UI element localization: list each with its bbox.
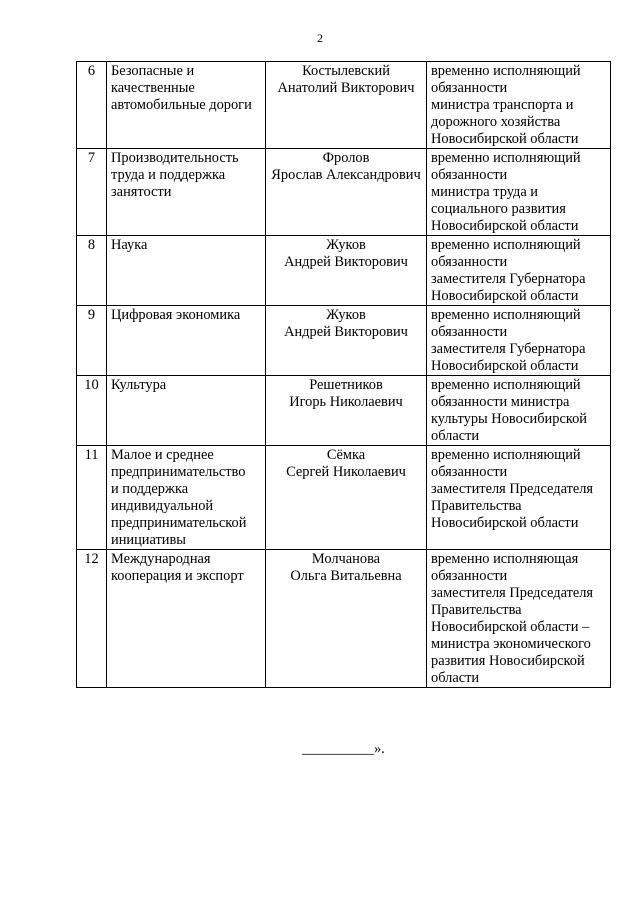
position-title-line: обязанности xyxy=(431,80,508,96)
responsible-persons-table xyxy=(76,61,611,688)
person-name-line: Андрей Викторович xyxy=(284,324,408,340)
position-title-line: Новосибирской области – xyxy=(431,619,590,635)
position-title xyxy=(427,550,611,688)
position-title xyxy=(427,149,611,236)
position-title-line: заместителя Губернатора xyxy=(431,341,586,357)
row-number: 9 xyxy=(77,306,107,376)
position-title-line: временно исполняющая xyxy=(431,551,579,567)
position-title-line: обязанности xyxy=(431,167,508,183)
position-title-line: Новосибирской области xyxy=(431,358,579,374)
person-name xyxy=(266,446,427,550)
position-title-line: министра транспорта и xyxy=(431,97,574,113)
position-title-line: заместителя Председателя xyxy=(431,481,594,497)
position-title-line: Новосибирской области xyxy=(431,131,579,147)
position-title-line: дорожного хозяйства xyxy=(431,114,561,130)
position-title-line: временно исполняющий xyxy=(431,150,581,166)
table-body xyxy=(77,62,611,688)
project-name xyxy=(107,306,266,376)
project-name-line: и поддержка xyxy=(111,481,189,497)
project-name xyxy=(107,446,266,550)
row-number: 10 xyxy=(77,376,107,446)
project-name-line: Производительность xyxy=(111,150,239,166)
position-title-line: министра экономического xyxy=(431,636,591,652)
project-name-line: Наука xyxy=(111,237,148,253)
table-row xyxy=(77,446,611,550)
person-name xyxy=(266,376,427,446)
table-row xyxy=(77,236,611,306)
row-number: 7 xyxy=(77,149,107,236)
table-row xyxy=(77,550,611,688)
person-name-line: Ярослав Александрович xyxy=(271,167,421,183)
project-name-line: кооперация и экспорт xyxy=(111,568,244,584)
project-name-line: предпринимательство xyxy=(111,464,246,480)
position-title xyxy=(427,236,611,306)
position-title-line: временно исполняющий xyxy=(431,237,581,253)
person-name xyxy=(266,236,427,306)
project-name-line: Международная xyxy=(111,551,211,567)
project-name-line: предпринимательской xyxy=(111,515,247,531)
position-title-line: Правительства xyxy=(431,602,522,618)
closing-line: __________». xyxy=(302,741,385,757)
project-name xyxy=(107,236,266,306)
position-title-line: области xyxy=(431,670,480,686)
position-title xyxy=(427,376,611,446)
person-name-line: Решетников xyxy=(309,377,383,393)
table-row xyxy=(77,376,611,446)
position-title-line: обязанности xyxy=(431,254,508,270)
table-row xyxy=(77,149,611,236)
person-name-line: Анатолий Викторович xyxy=(277,80,415,96)
position-title-line: развития Новосибирской xyxy=(431,653,585,669)
person-name xyxy=(266,62,427,149)
person-name-line: Андрей Викторович xyxy=(284,254,408,270)
page-number: 2 xyxy=(317,31,323,45)
person-name-line: Сёмка xyxy=(326,447,366,463)
project-name xyxy=(107,376,266,446)
position-title-line: временно исполняющий xyxy=(431,63,581,79)
position-title-line: временно исполняющий xyxy=(431,447,581,463)
project-name-line: индивидуальной xyxy=(111,498,214,514)
position-title-line: социального развития xyxy=(431,201,566,217)
position-title-line: заместителя Губернатора xyxy=(431,271,586,287)
row-number: 6 xyxy=(77,62,107,149)
table-row xyxy=(77,306,611,376)
project-name-line: Малое и среднее xyxy=(111,447,214,463)
position-title-line: обязанности xyxy=(431,464,508,480)
project-name xyxy=(107,550,266,688)
project-name-line: качественные xyxy=(111,80,195,96)
position-title-line: Правительства xyxy=(431,498,522,514)
position-title-line: временно исполняющий xyxy=(431,307,581,323)
person-name xyxy=(266,550,427,688)
person-name-line: Жуков xyxy=(326,307,366,323)
position-title-line: обязанности xyxy=(431,568,508,584)
project-name-line: труда и поддержка xyxy=(111,167,226,183)
person-name-line: Ольга Витальевна xyxy=(290,568,402,584)
position-title-line: обязанности министра xyxy=(431,394,570,410)
position-title-line: заместителя Председателя xyxy=(431,585,594,601)
person-name-line: Фролов xyxy=(322,150,370,166)
position-title-line: области xyxy=(431,428,480,444)
project-name-line: занятости xyxy=(111,184,172,200)
project-name-line: Культура xyxy=(111,377,167,393)
person-name-line: Игорь Николаевич xyxy=(289,394,403,410)
project-name xyxy=(107,62,266,149)
table-row xyxy=(77,62,611,149)
project-name-line: автомобильные дороги xyxy=(111,97,252,113)
position-title xyxy=(427,306,611,376)
row-number: 8 xyxy=(77,236,107,306)
position-title xyxy=(427,446,611,550)
position-title-line: Новосибирской области xyxy=(431,515,579,531)
person-name xyxy=(266,306,427,376)
position-title-line: временно исполняющий xyxy=(431,377,581,393)
position-title-line: Новосибирской области xyxy=(431,288,579,304)
position-title-line: культуры Новосибирской xyxy=(431,411,587,427)
position-title-line: обязанности xyxy=(431,324,508,340)
project-name-line: инициативы xyxy=(111,532,186,548)
project-name-line: Цифровая экономика xyxy=(111,307,241,323)
project-name xyxy=(107,149,266,236)
row-number: 12 xyxy=(77,550,107,688)
person-name-line: Сергей Николаевич xyxy=(286,464,406,480)
person-name-line: Молчанова xyxy=(311,551,381,567)
row-number: 11 xyxy=(77,446,107,550)
person-name-line: Жуков xyxy=(326,237,366,253)
project-name-line: Безопасные и xyxy=(111,63,195,79)
position-title-line: министра труда и xyxy=(431,184,539,200)
person-name xyxy=(266,149,427,236)
position-title xyxy=(427,62,611,149)
person-name-line: Костылевский xyxy=(302,63,390,79)
position-title-line: Новосибирской области xyxy=(431,218,579,234)
